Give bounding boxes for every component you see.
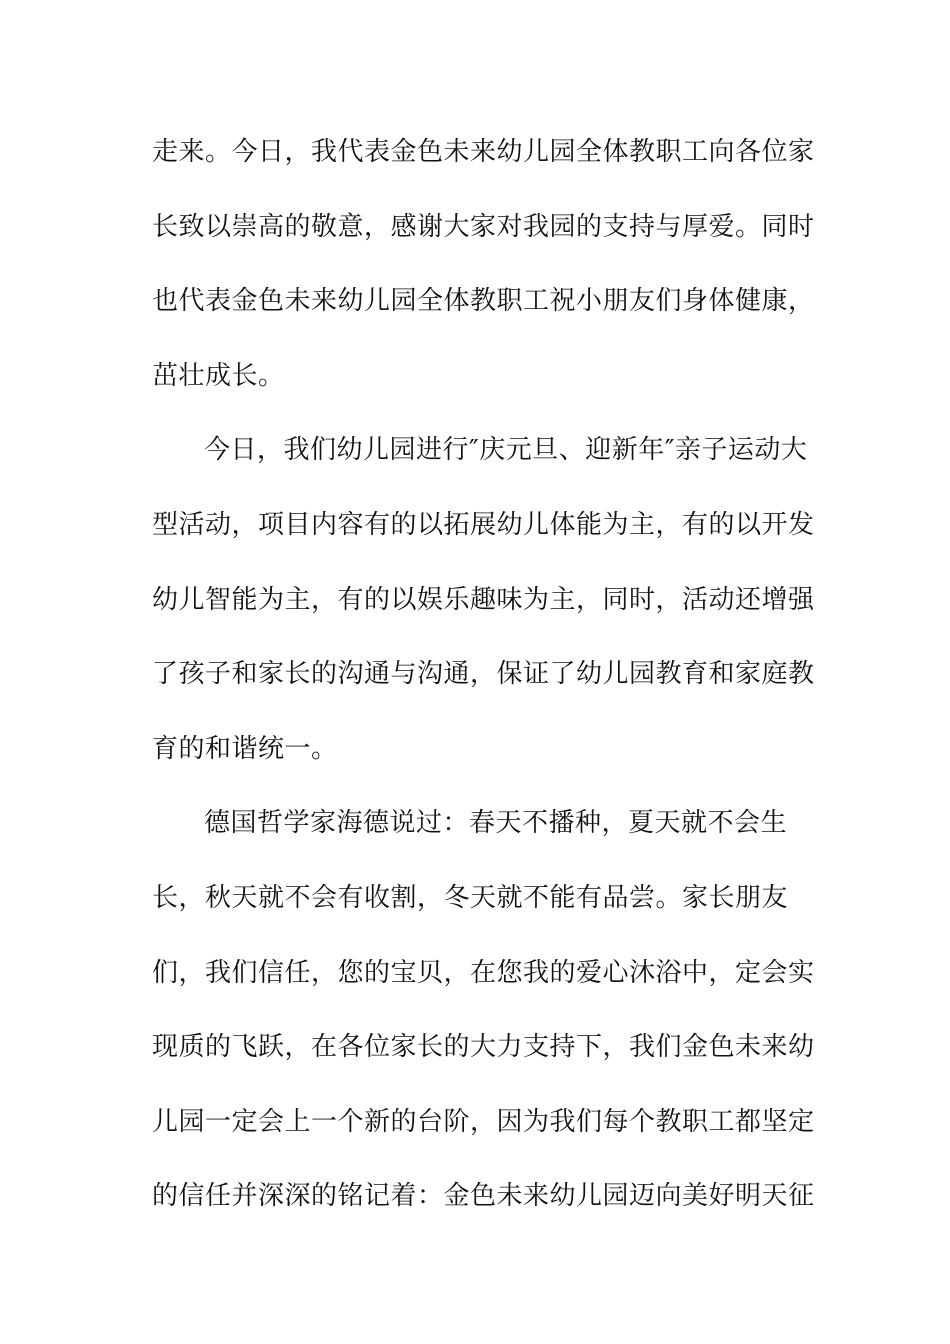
text-line: 了孩子和家长的沟通与沟通，保证了幼儿园教育和家庭教: [152, 659, 815, 690]
text-line: 们，我们信任，您的宝贝，在您我的爱心沐浴中，定会实: [152, 957, 815, 988]
text-line: 长致以崇高的敬意，感谢大家对我园的支持与厚爱。同时: [152, 211, 815, 242]
text-line: 现质的飞跃，在各位家长的大力支持下，我们金色未来幼: [152, 1032, 815, 1063]
text-line: 走来。今日，我代表金色未来幼儿园全体教职工向各位家: [152, 137, 815, 167]
paragraph-first-line: 德国哲学家海德说过：春天不播种，夏天就不会生: [204, 808, 788, 839]
text-line: 幼儿智能为主，有的以娱乐趣味为主，同时，活动还增强: [152, 584, 815, 615]
body-text: [152, 128, 815, 1247]
text-line: 的信任并深深的铭记着：金色未来幼儿园迈向美好明天征: [152, 1181, 815, 1212]
text-line: 儿园一定会上一个新的台阶，因为我们每个教职工都坚定: [152, 1106, 815, 1137]
paragraph-first-line: 今日，我们幼儿园进行″庆元旦、迎新年″亲子运动大: [204, 435, 808, 466]
text-line: 长，秋天就不会有收割，冬天就不能有品尝。家长朋友: [152, 882, 789, 913]
text-line: 育的和谐统一。: [152, 733, 338, 764]
text-line: 型活动，项目内容有的以拓展幼儿体能为主，有的以开发: [152, 509, 815, 540]
text-line: 茁壮成长。: [152, 360, 285, 391]
text-line: 也代表金色未来幼儿园全体教职工祝小朋友们身体健康，: [152, 286, 815, 317]
